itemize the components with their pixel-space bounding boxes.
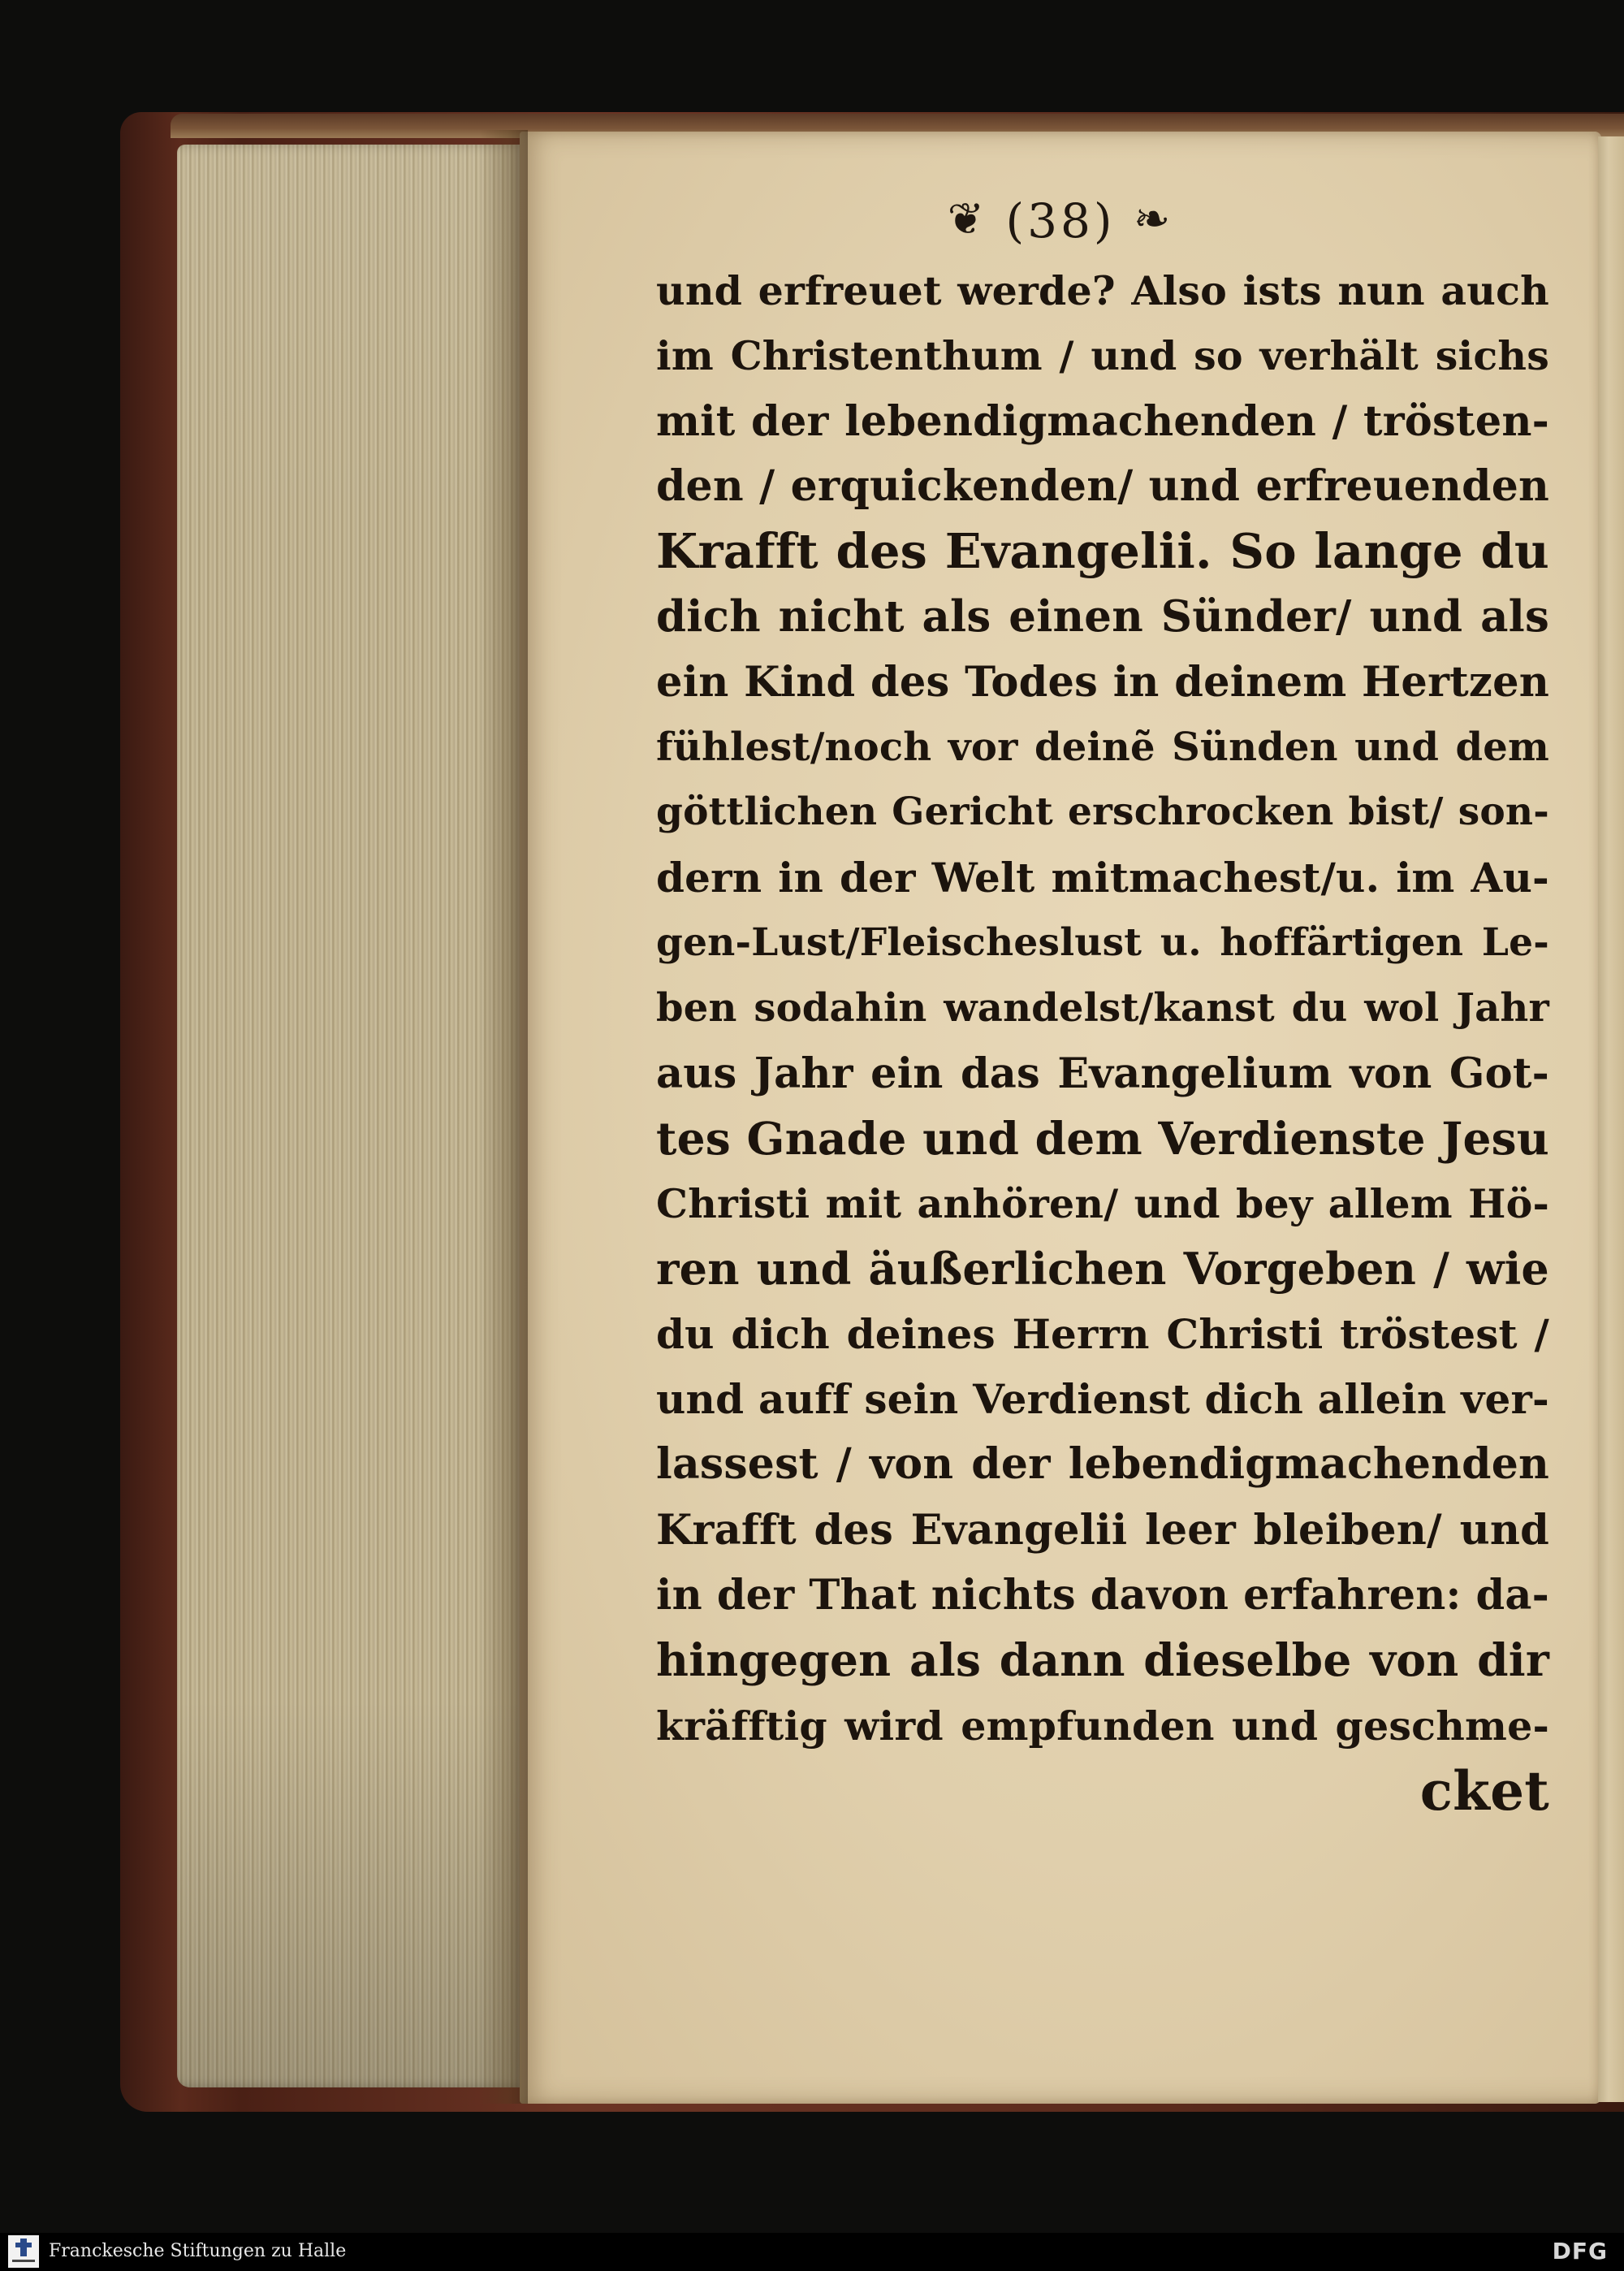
text-line: dern in der Welt mitmachest/u. im Au- xyxy=(656,853,1549,902)
text-line: aus Jahr ein das Evangelium von Got- xyxy=(656,1049,1549,1098)
text-line: ben sodahin wandelst/kanst du wol Jahr xyxy=(656,985,1549,1032)
text-line: tes Gnade und dem Verdienste Jesu xyxy=(656,1111,1549,1165)
dfg-logo[interactable]: DFG xyxy=(1552,2238,1608,2265)
ornament-right-icon: ❧ xyxy=(1133,193,1174,244)
ornament-left-icon: ❦ xyxy=(947,193,988,244)
page-header xyxy=(520,193,1601,249)
text-line: mit der lebendigmachenden / trösten- xyxy=(656,396,1549,446)
text-line: du dich deines Herrn Christi tröstest / xyxy=(656,1309,1549,1358)
institution-logo-icon[interactable] xyxy=(8,2235,39,2268)
body-text xyxy=(656,258,1549,1823)
page-number: (38) xyxy=(1005,193,1116,249)
text-line: Christi mit anhören/ und bey allem Hö- xyxy=(656,1180,1549,1228)
text-line: und auff sein Verdienst dich allein ver- xyxy=(656,1375,1549,1424)
text-line: den / erquickenden/ und erfreuenden xyxy=(656,461,1549,511)
text-line: kräfftig wird empfunden und geschme- xyxy=(656,1702,1549,1750)
next-page-edge xyxy=(1598,136,1624,2102)
text-line: fühlest/noch vor deinẽ Sünden und dem xyxy=(656,725,1549,771)
text-line: im Christenthum / und so verhält sichs xyxy=(656,332,1549,380)
text-line: göttlichen Gericht erschrocken bist/ son- xyxy=(656,789,1549,835)
text-line: ren und äußerlichen Vorgeben / wie xyxy=(656,1243,1549,1296)
text-line: hingegen als dann dieselbe von dir xyxy=(656,1633,1549,1687)
text-line: ein Kind des Todes in deinem Hertzen xyxy=(656,657,1549,707)
text-line: gen-Lust/Fleischeslust u. hoffärtigen Le- xyxy=(656,919,1549,965)
text-line: lassest / von der lebendigmachenden xyxy=(656,1439,1549,1490)
page-gutter xyxy=(479,130,528,2104)
catchword: cket xyxy=(1419,1758,1549,1823)
institution-link[interactable]: Franckesche Stiftungen zu Halle xyxy=(49,2241,347,2261)
text-line: dich nicht als einen Sünder/ und als xyxy=(656,591,1549,642)
text-line: Krafft des Evangelii leer bleiben/ und xyxy=(656,1505,1549,1555)
text-line: in der That nichts davon erfahren: da- xyxy=(656,1570,1549,1620)
text-line: und erfreuet werde? Also ists nun auch xyxy=(656,267,1549,314)
page-edges-shade xyxy=(177,145,526,2087)
text-line: Krafft des Evangelii. So lange du xyxy=(656,523,1549,580)
